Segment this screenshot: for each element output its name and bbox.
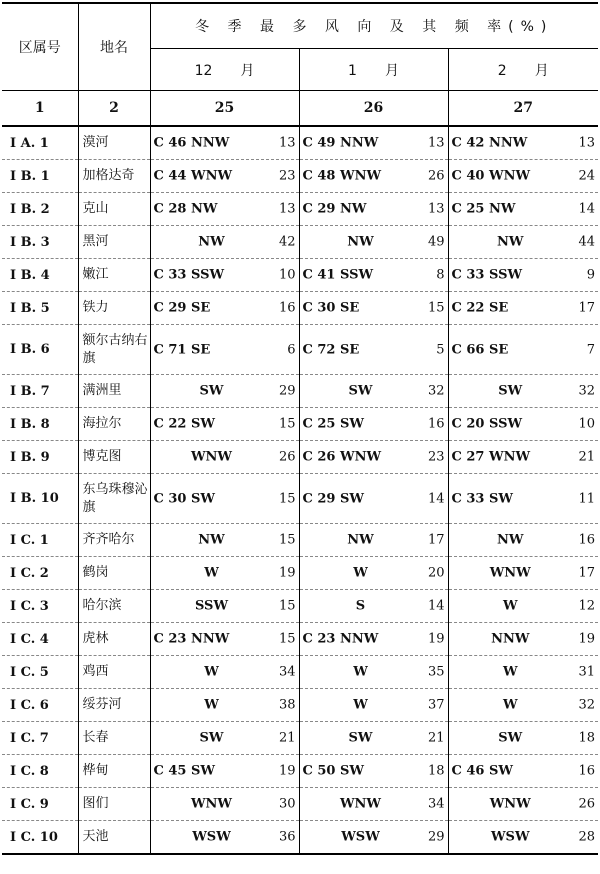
wind-frequency: 15: [278, 416, 296, 432]
zone-column-header: 区属号: [2, 3, 78, 91]
wind-frequency: 13: [427, 201, 445, 217]
wind-cell: [448, 126, 598, 160]
wind-cell: [299, 474, 448, 524]
wind-frequency: 17: [578, 300, 595, 316]
wind-cell: [299, 325, 448, 375]
zone-code: I C. 6: [2, 689, 78, 722]
wind-frequency: 14: [578, 201, 595, 217]
table-row: [2, 788, 598, 821]
wind-frequency: 28: [578, 829, 595, 845]
zone-code: I B. 9: [2, 441, 78, 474]
place-name: 东乌珠穆沁旗: [78, 474, 150, 524]
wind-direction: WNW: [190, 449, 233, 465]
table-row: [2, 408, 598, 441]
zone-code: I C. 4: [2, 623, 78, 656]
wind-cell: [150, 375, 299, 408]
place-name: 加格达奇: [78, 160, 150, 193]
wind-direction: S: [355, 598, 366, 614]
wind-direction: W: [353, 664, 368, 680]
wind-direction: C 29 SE: [153, 300, 211, 316]
zone-code: I C. 5: [2, 656, 78, 689]
wind-cell: [150, 126, 299, 160]
wind-frequency: 14: [427, 598, 445, 614]
wind-direction: W: [502, 697, 518, 713]
wind-direction: C 25 NW: [451, 201, 516, 217]
wind-cell: [448, 160, 598, 193]
month-header-feb: 2 月: [448, 49, 598, 91]
wind-cell: [299, 375, 448, 408]
wind-direction: W: [502, 664, 518, 680]
wind-cell: [150, 821, 299, 855]
wind-direction: SW: [498, 383, 523, 399]
wind-direction: C 48 WNW: [302, 168, 382, 184]
wind-cell: [299, 755, 448, 788]
wind-direction: WSW: [341, 829, 380, 845]
wind-cell: [299, 557, 448, 590]
wind-cell: [150, 226, 299, 259]
wind-direction: NW: [347, 532, 374, 548]
wind-direction: C 42 NNW: [451, 135, 528, 151]
zone-code: I A. 1: [2, 126, 78, 160]
wind-direction: C 20 SSW: [451, 416, 523, 432]
wind-direction: WNW: [489, 796, 531, 812]
wind-direction: C 45 SW: [153, 763, 215, 779]
wind-cell: [150, 325, 299, 375]
wind-cell: [299, 656, 448, 689]
zone-code: I B. 1: [2, 160, 78, 193]
table-row: [2, 821, 598, 855]
wind-frequency: 9: [586, 267, 595, 283]
wind-frequency: 31: [578, 664, 595, 680]
table-row: [2, 557, 598, 590]
wind-frequency: 15: [278, 631, 296, 647]
wind-direction: C 28 NW: [153, 201, 218, 217]
wind-frequency: 23: [278, 168, 296, 184]
table-title: 冬 季 最 多 风 向 及 其 频 率(%): [150, 3, 598, 49]
wind-frequency: 8: [436, 267, 445, 283]
wind-direction: W: [353, 565, 368, 581]
place-name: 虎林: [78, 623, 150, 656]
table-row: [2, 441, 598, 474]
wind-cell: [299, 623, 448, 656]
wind-frequency: 29: [278, 383, 296, 399]
wind-cell: [299, 689, 448, 722]
place-name: 漠河: [78, 126, 150, 160]
table-body: [2, 126, 598, 854]
zone-code: I C. 8: [2, 755, 78, 788]
wind-frequency: 21: [578, 449, 595, 465]
wind-direction: SW: [498, 730, 523, 746]
wind-cell: [448, 590, 598, 623]
wind-cell: [299, 292, 448, 325]
wind-cell: [448, 325, 598, 375]
wind-cell: [448, 441, 598, 474]
wind-cell: [448, 524, 598, 557]
place-name: 铁力: [78, 292, 150, 325]
wind-frequency: 20: [427, 565, 445, 581]
month-header-dec: 12 月: [150, 49, 299, 91]
wind-direction: C 66 SE: [451, 342, 509, 357]
wind-cell: [299, 408, 448, 441]
wind-frequency: 11: [578, 491, 595, 506]
zone-code: I B. 4: [2, 259, 78, 292]
wind-cell: [448, 788, 598, 821]
index-row: [2, 91, 598, 127]
table-row: [2, 590, 598, 623]
table-row: [2, 722, 598, 755]
wind-direction: C 22 SE: [451, 300, 509, 316]
wind-frequency: 10: [278, 267, 296, 283]
wind-cell: [299, 126, 448, 160]
wind-cell: [150, 557, 299, 590]
wind-frequency: 32: [578, 697, 595, 713]
wind-direction: SW: [348, 383, 373, 399]
place-name: 博克图: [78, 441, 150, 474]
wind-frequency: 17: [427, 532, 445, 548]
wind-cell: [150, 689, 299, 722]
index-cell: 1: [2, 91, 78, 127]
wind-direction: SW: [199, 730, 224, 746]
wind-cell: [299, 821, 448, 855]
wind-frequency: 15: [278, 598, 296, 614]
wind-frequency: 26: [278, 449, 296, 465]
wind-direction: C 72 SE: [302, 342, 360, 357]
wind-cell: [448, 292, 598, 325]
wind-frequency: 49: [427, 234, 445, 250]
wind-cell: [448, 755, 598, 788]
wind-cell: [150, 788, 299, 821]
place-name: 齐齐哈尔: [78, 524, 150, 557]
wind-direction: C 25 SW: [302, 416, 364, 432]
wind-frequency: 26: [578, 796, 595, 812]
place-name: 绥芬河: [78, 689, 150, 722]
table-row: [2, 474, 598, 524]
wind-direction: WNW: [339, 796, 382, 812]
wind-frequency: 16: [278, 300, 296, 316]
wind-frequency: 18: [427, 763, 445, 779]
wind-cell: [299, 160, 448, 193]
zone-code: I B. 3: [2, 226, 78, 259]
wind-frequency: 26: [427, 168, 445, 184]
wind-frequency: 13: [427, 135, 445, 151]
wind-direction: W: [204, 697, 219, 713]
wind-cell: [150, 259, 299, 292]
wind-frequency-table: [2, 2, 598, 855]
wind-direction: C 44 WNW: [153, 168, 233, 184]
place-name: 额尔古纳右旗: [78, 325, 150, 375]
table-row: [2, 689, 598, 722]
zone-code: I B. 8: [2, 408, 78, 441]
zone-code: I C. 10: [2, 821, 78, 855]
wind-direction: C 46 SW: [451, 763, 513, 779]
wind-frequency: 10: [578, 416, 595, 432]
wind-cell: [299, 590, 448, 623]
wind-frequency: 32: [427, 383, 445, 399]
wind-frequency: 19: [278, 565, 296, 581]
wind-frequency: 19: [278, 763, 296, 779]
wind-cell: [150, 408, 299, 441]
wind-direction: C 33 SSW: [153, 267, 225, 283]
table-row: [2, 226, 598, 259]
wind-direction: C 33 SSW: [451, 267, 523, 283]
wind-cell: [448, 557, 598, 590]
wind-frequency: 13: [578, 135, 595, 151]
wind-cell: [299, 788, 448, 821]
wind-direction: W: [353, 697, 368, 713]
wind-direction: C 46 NNW: [153, 135, 230, 151]
table-row: [2, 375, 598, 408]
table-row: [2, 524, 598, 557]
wind-cell: [150, 193, 299, 226]
wind-frequency: 17: [578, 565, 595, 581]
wind-frequency: 16: [578, 763, 595, 779]
place-name: 桦甸: [78, 755, 150, 788]
wind-cell: [150, 524, 299, 557]
wind-direction: WSW: [192, 829, 231, 845]
wind-cell: [448, 474, 598, 524]
wind-direction: C 23 NNW: [153, 631, 230, 647]
wind-frequency: 30: [278, 796, 296, 812]
wind-cell: [150, 590, 299, 623]
wind-cell: [299, 524, 448, 557]
wind-frequency: 6: [287, 342, 296, 357]
month-header-jan: 1 月: [299, 49, 448, 91]
place-name: 鸡西: [78, 656, 150, 689]
wind-direction: C 29 NW: [302, 201, 367, 217]
place-column-header: 地名: [78, 3, 150, 91]
wind-frequency: 21: [427, 730, 445, 746]
wind-frequency: 23: [427, 449, 445, 465]
wind-direction: SW: [348, 730, 373, 746]
wind-cell: [448, 193, 598, 226]
wind-direction: W: [502, 598, 518, 614]
place-name: 海拉尔: [78, 408, 150, 441]
wind-direction: SSW: [194, 598, 229, 614]
index-cell: 26: [299, 91, 448, 127]
table-row: [2, 259, 598, 292]
wind-frequency: 29: [427, 829, 445, 845]
table-row: [2, 755, 598, 788]
wind-cell: [150, 474, 299, 524]
wind-cell: [150, 292, 299, 325]
zone-code: I B. 6: [2, 325, 78, 375]
wind-frequency: 15: [278, 532, 296, 548]
wind-cell: [448, 226, 598, 259]
index-cell: 27: [513, 100, 533, 116]
wind-frequency: 16: [578, 532, 595, 548]
place-name: 哈尔滨: [78, 590, 150, 623]
zone-code: I B. 7: [2, 375, 78, 408]
zone-code: I B. 2: [2, 193, 78, 226]
wind-frequency: 44: [578, 234, 595, 250]
wind-direction: C 29 SW: [302, 491, 364, 506]
index-cell: 25: [150, 91, 299, 127]
table-row: [2, 325, 598, 375]
wind-frequency: 19: [578, 631, 595, 647]
wind-direction: C 33 SW: [451, 491, 513, 506]
wind-direction: SW: [199, 383, 224, 399]
wind-direction: C 40 WNW: [451, 168, 531, 184]
wind-frequency: 5: [436, 342, 445, 357]
wind-cell: [299, 722, 448, 755]
place-name: 嫩江: [78, 259, 150, 292]
wind-cell: [150, 623, 299, 656]
wind-frequency: 35: [427, 664, 445, 680]
index-cell: 2: [78, 91, 150, 127]
wind-cell: [448, 259, 598, 292]
wind-direction: NW: [497, 532, 524, 548]
wind-cell: [448, 375, 598, 408]
wind-direction: WSW: [490, 829, 530, 845]
table-row: [2, 160, 598, 193]
wind-frequency: 13: [278, 201, 296, 217]
wind-frequency: 7: [586, 342, 595, 357]
zone-code: I C. 1: [2, 524, 78, 557]
place-name: 鹤岗: [78, 557, 150, 590]
wind-direction: NW: [497, 234, 524, 250]
wind-direction: NW: [198, 532, 225, 548]
wind-frequency: 38: [278, 697, 296, 713]
table-row: [2, 292, 598, 325]
wind-cell: [448, 656, 598, 689]
zone-code: I C. 7: [2, 722, 78, 755]
wind-cell: [448, 821, 598, 855]
wind-direction: C 22 SW: [153, 416, 215, 432]
wind-frequency: 37: [427, 697, 445, 713]
table-row: [2, 126, 598, 160]
table-row: [2, 623, 598, 656]
wind-frequency: 15: [278, 491, 296, 506]
wind-frequency: 21: [278, 730, 296, 746]
wind-direction: C 30 SE: [302, 300, 360, 316]
wind-direction: C 41 SSW: [302, 267, 374, 283]
wind-frequency: 42: [278, 234, 296, 250]
zone-code: I C. 3: [2, 590, 78, 623]
place-name: 长春: [78, 722, 150, 755]
wind-direction: WNW: [489, 565, 531, 581]
wind-frequency: 18: [578, 730, 595, 746]
zone-code: I C. 2: [2, 557, 78, 590]
wind-direction: C 27 WNW: [451, 449, 531, 465]
wind-frequency: 12: [578, 598, 595, 614]
wind-frequency: 24: [578, 168, 595, 184]
place-name: 满洲里: [78, 375, 150, 408]
wind-cell: [299, 441, 448, 474]
wind-frequency: 19: [427, 631, 445, 647]
place-name: 图们: [78, 788, 150, 821]
wind-cell: [448, 408, 598, 441]
wind-frequency: 32: [578, 383, 595, 399]
zone-code: I B. 10: [2, 474, 78, 524]
wind-frequency: 16: [427, 416, 445, 432]
wind-direction: C 50 SW: [302, 763, 364, 779]
wind-frequency: 15: [427, 300, 445, 316]
wind-direction: C 49 NNW: [302, 135, 379, 151]
wind-cell: [150, 755, 299, 788]
wind-cell: [299, 259, 448, 292]
wind-frequency: 14: [427, 491, 445, 506]
wind-frequency: 13: [278, 135, 296, 151]
wind-cell: [448, 689, 598, 722]
wind-frequency: 36: [278, 829, 296, 845]
table-row: [2, 193, 598, 226]
wind-frequency: 34: [427, 796, 445, 812]
zone-code: I B. 5: [2, 292, 78, 325]
wind-frequency: 34: [278, 664, 296, 680]
wind-direction: C 71 SE: [153, 342, 211, 357]
place-name: 黑河: [78, 226, 150, 259]
wind-cell: [299, 226, 448, 259]
place-name: 克山: [78, 193, 150, 226]
wind-direction: NNW: [491, 631, 530, 647]
wind-direction: C 26 WNW: [302, 449, 382, 465]
wind-cell: [448, 722, 598, 755]
wind-direction: C 30 SW: [153, 491, 215, 506]
wind-cell: [150, 656, 299, 689]
wind-cell: [299, 193, 448, 226]
wind-cell: [150, 441, 299, 474]
wind-direction: WNW: [190, 796, 233, 812]
wind-direction: NW: [198, 234, 225, 250]
wind-cell: [448, 623, 598, 656]
place-name: 天池: [78, 821, 150, 855]
zone-code: I C. 9: [2, 788, 78, 821]
table-row: [2, 656, 598, 689]
wind-direction: W: [204, 664, 219, 680]
wind-direction: C 23 NNW: [302, 631, 379, 647]
wind-cell: [150, 722, 299, 755]
wind-direction: NW: [347, 234, 374, 250]
wind-cell: [150, 160, 299, 193]
wind-direction: W: [204, 565, 219, 581]
